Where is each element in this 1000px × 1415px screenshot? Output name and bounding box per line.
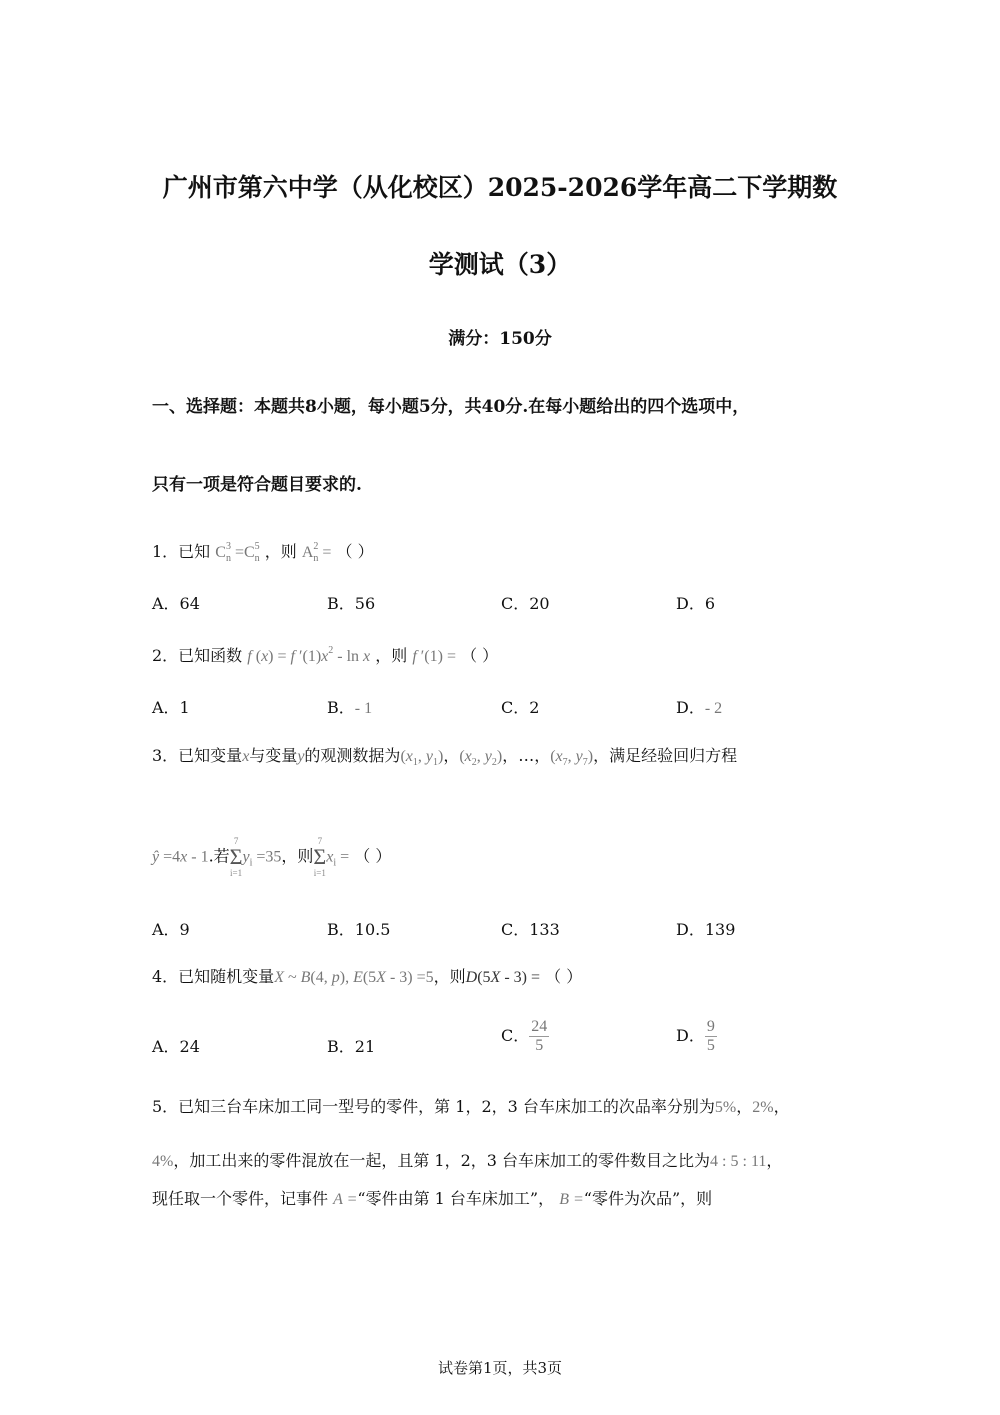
q2-option-d: [676, 695, 722, 718]
comma: ，: [443, 746, 460, 765]
q2-option-b-label: B．: [327, 698, 355, 717]
question-2: 2．已知函数 f (x) = f $'(1)x^2$ - ln x ，则 f ′(1) = （ ）: [152, 645, 499, 665]
question-3-line2: ŷ =4x - 1.若 7 Σ i=1 $y_i =35$，则 7 Σ i=1 $x_i$ = （ ）: [152, 836, 392, 878]
fraction-denominator: 5: [535, 1037, 544, 1054]
sum-y-symbol: 7 Σ i=1: [229, 836, 243, 878]
q3-option-b: B．10.5: [327, 920, 391, 939]
q2-function-math: f: [247, 648, 252, 665]
answer-blank: （ ）: [354, 846, 392, 866]
question-3-suffix: ，满足经验回归方程: [593, 746, 738, 765]
var-x: x: [242, 748, 250, 765]
q4-option-a: A．24: [152, 1037, 200, 1056]
ellipsis: ，…，: [502, 746, 551, 765]
question-5-line2: 4%，加工出来的零件混放在一起，且第 1，2，3 台车床加工的零件数目之比为4 : 5 : 11，: [152, 1151, 783, 1170]
question-3-then: ，则: [281, 846, 314, 866]
q2-option-a: A．1: [152, 698, 190, 717]
q2-option-d-label: D．: [676, 698, 705, 717]
question-1: [152, 537, 374, 569]
q2-option-b: [327, 695, 372, 718]
question-5-line3-prefix: 现任取一个零件，记事件: [152, 1189, 329, 1208]
fraction-denominator: 5: [706, 1037, 715, 1054]
q4-option-d-label: D．: [676, 1026, 705, 1045]
q4-option-c-fraction: [529, 1018, 549, 1055]
q1-option-a: A．64: [152, 594, 200, 613]
question-1-prefix: 1．已知: [152, 542, 211, 561]
defect-rate-2: 2%: [752, 1099, 774, 1116]
q4-option-d-fraction: [705, 1018, 717, 1055]
q4-option-c-label: C．: [501, 1026, 530, 1045]
q3-regression-math: ŷ: [152, 848, 160, 866]
page-footer: 试卷第1页，共3页: [437, 1359, 563, 1377]
q3-pair-1: ($x_1$, $y_1$): [400, 748, 444, 768]
event-b-text: “零件为次品”，则: [583, 1189, 713, 1208]
q1-option-d: D．6: [676, 594, 716, 613]
question-5-line1: 5．已知三台车床加工同一型号的零件，第 1，2，3 台车床加工的次品率分别为5%，2%，: [152, 1097, 790, 1116]
question-2-prefix: 2．已知函数: [152, 646, 243, 665]
question-5-line3: [152, 1189, 712, 1210]
fraction-numerator: 9: [706, 1018, 715, 1035]
question-4: 4．已知随机变量X ~ B(4, p), E(5X - 3) =5，则D(5X - 3) = （ ）: [152, 967, 583, 986]
q3-pair-2: ($x_2$, $y_2$): [459, 748, 503, 768]
q4-option-b: B．21: [327, 1037, 376, 1056]
defect-rate-3: 4%: [152, 1153, 174, 1170]
page-title-line2: 学测试（3）: [428, 250, 572, 279]
q4-option-d: [676, 1018, 717, 1055]
event-a-math: A =: [333, 1191, 358, 1208]
q2-option-c: C．2: [501, 698, 540, 717]
q4-query-math: D: [465, 969, 478, 986]
fraction-numerator: 24: [531, 1018, 548, 1035]
var-y: y: [297, 748, 305, 765]
q3-pair-7: ($x_7$, $y_7$): [550, 748, 594, 768]
question-5-prefix: 5．已知三台车床加工同一型号的零件，第 1，2，3 台车床加工的次品率分别为: [152, 1097, 715, 1116]
question-3-prefix: 3．已知变量: [152, 746, 243, 765]
q1-query-math: $A^2_n$ =: [301, 541, 332, 564]
event-a-text: “零件由第 1 台车床加工”，: [357, 1189, 555, 1208]
question-1-mid: ，则: [264, 542, 297, 561]
sum-x-symbol: 7 Σ i=1: [313, 836, 327, 878]
question-3-mid2: 的观测数据为: [304, 746, 401, 765]
q2-option-b-math: - 1: [354, 700, 373, 717]
question-4-mid: ，则: [433, 967, 466, 986]
section-heading-line1: 一、选择题：本题共8小题，每小题5分，共40分.在每小题给出的四个选项中，: [152, 397, 750, 417]
section-heading-line2: 只有一项是符合题目要求的.: [152, 475, 362, 495]
q2-query-math: f: [412, 648, 417, 665]
question-3-if: .若: [208, 846, 230, 866]
answer-blank: （ ）: [336, 542, 374, 561]
q3-option-a: A．9: [152, 920, 190, 939]
q4-option-c: [501, 1018, 549, 1055]
q1-option-c: C．20: [501, 594, 550, 613]
ratio-math: 4 : 5 : 11: [710, 1153, 767, 1170]
question-3-line1: [152, 746, 737, 773]
answer-blank: （ ）: [545, 967, 583, 986]
q2-option-d-math: - 2: [704, 700, 723, 717]
q3-option-d: D．139: [676, 920, 736, 939]
question-2-mid: ，则: [375, 646, 408, 665]
question-3-mid1: 与变量: [249, 746, 298, 765]
question-4-prefix: 4．已知随机变量: [152, 967, 275, 986]
defect-rate-1: 5%: [714, 1099, 737, 1116]
question-5-text: ，加工出来的零件混放在一起，且第 1，2，3 台车床加工的零件数目之比为: [173, 1151, 711, 1170]
full-score: 满分：150分: [448, 329, 552, 349]
answer-blank: （ ）: [461, 646, 499, 665]
q3-option-c: C．133: [501, 920, 560, 939]
q1-option-b: B．56: [327, 594, 376, 613]
q1-condition-math: $C^3_n =C^5_n$: [215, 541, 260, 564]
event-b-math: B =: [559, 1191, 584, 1208]
q4-distribution-math: X: [274, 969, 284, 986]
page-title-line1: 广州市第六中学（从化校区）2025-2026学年高二下学期数: [162, 173, 838, 202]
